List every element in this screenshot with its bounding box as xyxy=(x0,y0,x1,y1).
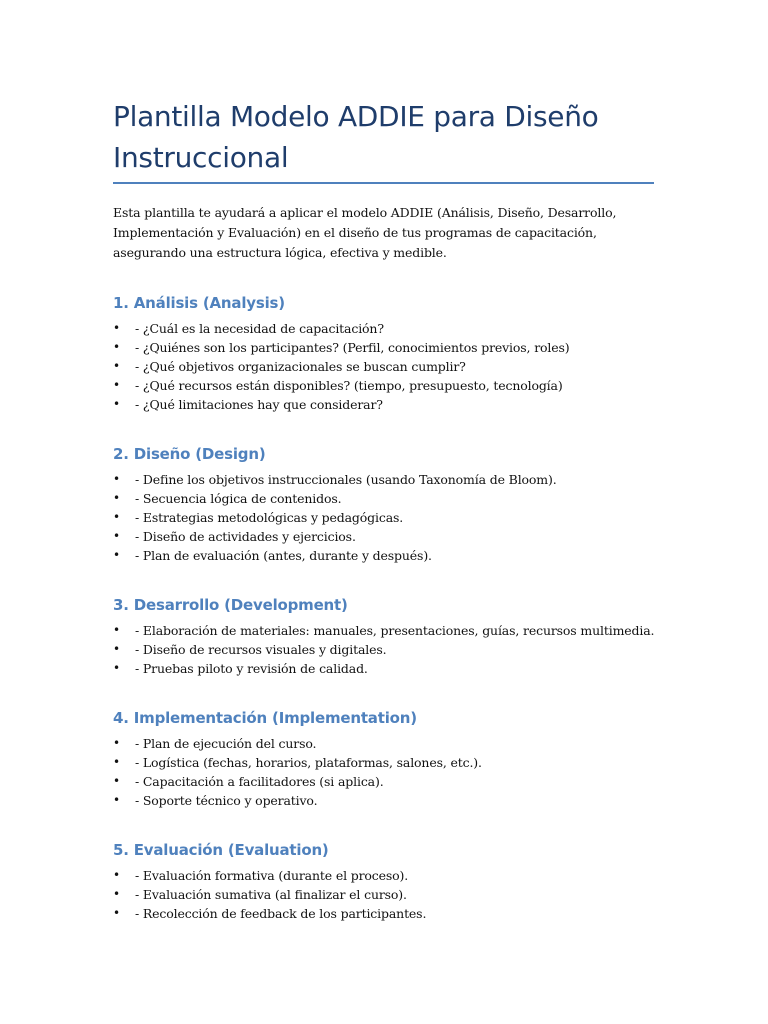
list-item-text: - ¿Cuál es la necesidad de capacitación? xyxy=(135,321,384,336)
list-item xyxy=(113,791,658,810)
list-item-text: - Pruebas piloto y revisión de calidad. xyxy=(135,661,368,676)
bullet-icon: • xyxy=(113,793,120,807)
list-item xyxy=(113,376,658,395)
section-heading: 4. Implementación (Implementation) xyxy=(113,709,417,727)
list-item xyxy=(113,885,658,904)
list-item-text: - Recolección de feedback de los participantes. xyxy=(135,906,427,921)
list-item xyxy=(113,395,658,414)
list-item xyxy=(113,659,658,678)
list-item-text: - Evaluación sumativa (al finalizar el curso). xyxy=(135,887,407,902)
list-item xyxy=(113,734,658,753)
bullet-icon: • xyxy=(113,548,120,562)
list-item xyxy=(113,772,658,791)
list-item xyxy=(113,866,658,885)
section-heading: 2. Diseño (Design) xyxy=(113,445,266,463)
title-underline-rule xyxy=(113,182,654,184)
bullet-icon: • xyxy=(113,774,120,788)
list-item xyxy=(113,357,658,376)
bullet-list xyxy=(113,470,658,565)
bullet-list xyxy=(113,621,658,678)
list-item xyxy=(113,319,658,338)
sections-container xyxy=(113,293,658,923)
list-item xyxy=(113,621,658,640)
list-item-text: - Define los objetivos instruccionales (usando Taxonomía de Bloom). xyxy=(135,472,557,487)
bullet-icon: • xyxy=(113,642,120,656)
section-4 xyxy=(113,708,658,810)
bullet-icon: • xyxy=(113,491,120,505)
bullet-icon: • xyxy=(113,397,120,411)
list-item-text: - ¿Qué limitaciones hay que considerar? xyxy=(135,397,383,412)
bullet-icon: • xyxy=(113,736,120,750)
bullet-list xyxy=(113,319,658,414)
bullet-icon: • xyxy=(113,359,120,373)
section-heading: 5. Evaluación (Evaluation) xyxy=(113,841,329,859)
document-title: Plantilla Modelo ADDIE para Diseño Instruccional xyxy=(113,100,599,174)
list-item-text: - Secuencia lógica de contenidos. xyxy=(135,491,342,506)
section-1 xyxy=(113,293,658,414)
bullet-icon: • xyxy=(113,755,120,769)
bullet-icon: • xyxy=(113,340,120,354)
list-item-text: - ¿Qué recursos están disponibles? (tiempo, presupuesto, tecnología) xyxy=(135,378,563,393)
bullet-icon: • xyxy=(113,510,120,524)
list-item xyxy=(113,753,658,772)
list-item-text: - Estrategias metodológicas y pedagógicas. xyxy=(135,510,404,525)
list-item xyxy=(113,508,658,527)
bullet-icon: • xyxy=(113,868,120,882)
list-item-text: - Plan de evaluación (antes, durante y después). xyxy=(135,548,432,563)
list-item-text: - ¿Quiénes son los participantes? (Perfil, conocimientos previos, roles) xyxy=(135,340,570,355)
section-3 xyxy=(113,595,658,678)
bullet-icon: • xyxy=(113,906,120,920)
list-item-text: - Plan de ejecución del curso. xyxy=(135,736,317,751)
list-item-text: - Evaluación formativa (durante el proceso). xyxy=(135,868,409,883)
bullet-icon: • xyxy=(113,529,120,543)
bullet-list xyxy=(113,734,658,810)
list-item-text: - Logística (fechas, horarios, plataformas, salones, etc.). xyxy=(135,755,482,770)
bullet-icon: • xyxy=(113,472,120,486)
list-item xyxy=(113,470,658,489)
bullet-icon: • xyxy=(113,661,120,675)
section-heading: 3. Desarrollo (Development) xyxy=(113,596,348,614)
section-heading: 1. Análisis (Analysis) xyxy=(113,294,285,312)
list-item xyxy=(113,489,658,508)
section-5 xyxy=(113,840,658,923)
list-item-text: - Capacitación a facilitadores (si aplica). xyxy=(135,774,384,789)
list-item-text: - Elaboración de materiales: manuales, presentaciones, guías, recursos multimedia. xyxy=(135,623,655,638)
list-item xyxy=(113,904,658,923)
bullet-list xyxy=(113,866,658,923)
list-item xyxy=(113,338,658,357)
bullet-icon: • xyxy=(113,887,120,901)
bullet-icon: • xyxy=(113,378,120,392)
list-item-text: - ¿Qué objetivos organizacionales se buscan cumplir? xyxy=(135,359,466,374)
intro-paragraph: Esta plantilla te ayudará a aplicar el modelo ADDIE (Análisis, Diseño, Desarrollo, Implementación y Evaluación) en el diseño de tus programas de capacitación, asegurando una estructura lógica, efectiva y medible. xyxy=(113,205,617,260)
bullet-icon: • xyxy=(113,623,120,637)
list-item-text: - Diseño de recursos visuales y digitales. xyxy=(135,642,387,657)
document-page xyxy=(113,0,658,923)
bullet-icon: • xyxy=(113,321,120,335)
list-item-text: - Soporte técnico y operativo. xyxy=(135,793,318,808)
list-item xyxy=(113,546,658,565)
list-item xyxy=(113,527,658,546)
list-item xyxy=(113,640,658,659)
list-item-text: - Diseño de actividades y ejercicios. xyxy=(135,529,356,544)
section-2 xyxy=(113,444,658,565)
